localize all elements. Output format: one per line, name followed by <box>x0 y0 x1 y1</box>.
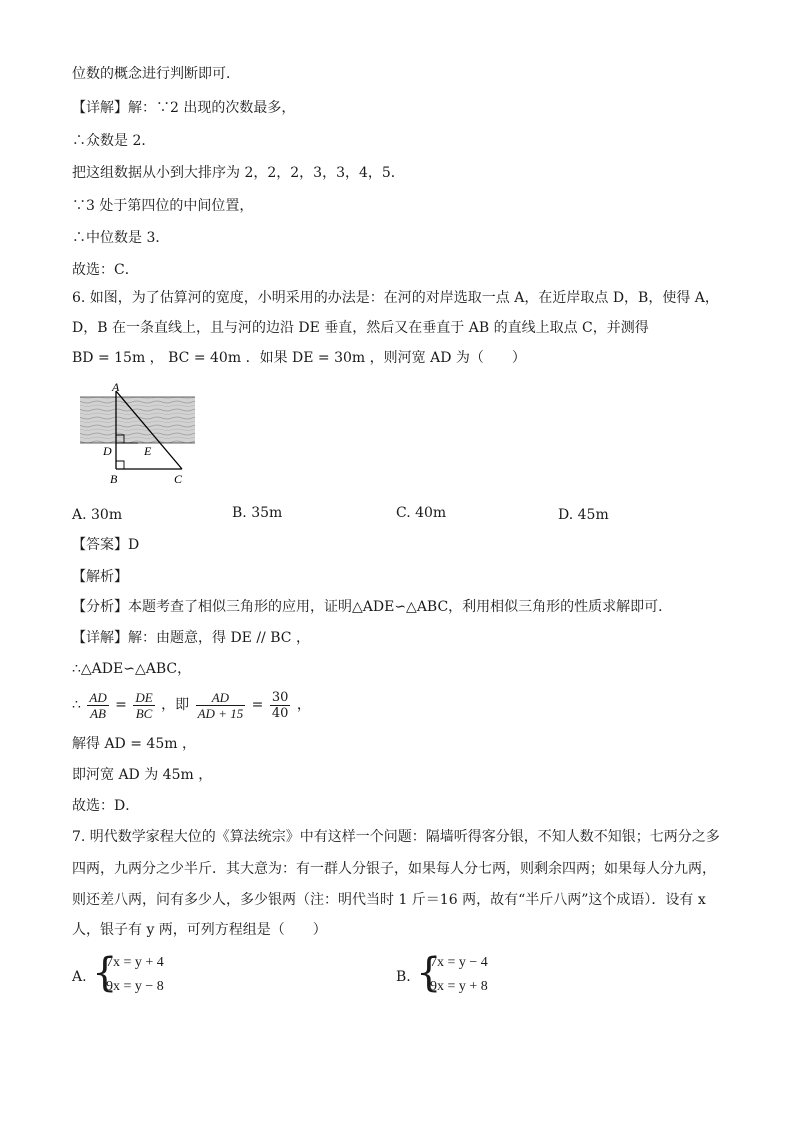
question-6-text: D，B 在一条直线上，且与河的边沿 DE 垂直，然后又在垂直于 AB 的直线上取点 C，并测得 <box>72 320 649 336</box>
question-7-text: 人，银子有 y 两，可列方程组是（ ） <box>72 922 327 938</box>
text-line: 【详解】解：∵2 出现的次数最多， <box>72 100 296 116</box>
question-7-text: 则还差八两，问有多少人，多少银两（注：明代当时 1 斤＝16 两，故有“半斤八两”这个成语）．设有 x <box>72 892 706 908</box>
text-line: 把这组数据从小到大排序为 2，2，2，3，3，4，5． <box>72 165 405 181</box>
detail-line: 【详解】解：由题意，得 DE // BC ， <box>72 630 310 646</box>
option-a-label: A. <box>72 969 87 985</box>
detail-line: ∴△ADE∽△ABC， <box>72 661 192 677</box>
question-6-text: 6. 如图，为了估算河的宽度，小明采用的办法是：在河的对岸选取一点 A，在近岸取点 D，B，使得 A， <box>72 290 719 306</box>
option-a-system: { 7x = y + 4 9x = y − 8 <box>92 950 164 996</box>
option-d: D. 45m <box>558 507 609 523</box>
text-line: ∴中位数是 3． <box>72 230 170 246</box>
analysis-header: 【解析】 <box>72 569 128 585</box>
river-triangle-figure <box>72 383 202 488</box>
option-a: A. 30m <box>72 507 123 523</box>
answer-line: 【答案】D <box>72 537 140 553</box>
analysis-text: 【分析】本题考查了相似三角形的应用，证明△ADE∽△ABC，利用相似三角形的性质求解即可． <box>72 599 673 615</box>
detail-line: 故选：D． <box>72 798 140 814</box>
question-6-text: BD = 15m ， BC = 40m ．如果 DE = 30m ，则河宽 AD 为（ ） <box>72 350 526 366</box>
text-line: ∵3 处于第四位的中间位置， <box>72 198 254 214</box>
option-b: B. 35m <box>232 505 283 521</box>
label-d: D <box>103 444 112 458</box>
text-line: 位数的概念进行判断即可． <box>72 66 240 82</box>
label-c: C <box>174 472 183 486</box>
fraction-equation: ∴ $\frac{AD}{AB}$ = $\frac{DE}{BC}$ ，即 $\frac{AD}{AD + 15}$ = $\frac{30}{40}$ ， <box>72 689 311 721</box>
option-b-system: { 7x = y − 4 9x = y + 8 <box>416 950 488 996</box>
label-a: A <box>112 383 120 394</box>
label-b: B <box>110 472 118 486</box>
question-7-text: 7. 明代数学家程大位的《算法统宗》中有这样一个问题：隔墙听得客分银，不知人数不知银；七两分之多 <box>72 829 720 845</box>
detail-line: 解得 AD = 45m ， <box>72 736 196 752</box>
text-line: 故选：C． <box>72 262 139 278</box>
right-angle-b <box>116 461 124 469</box>
detail-line: 即河宽 AD 为 45m ， <box>72 767 213 783</box>
question-7-text: 四两，九两分之少半斤．其大意为：有一群人分银子，如果每人分七两，则剩余四两；如果每人分九两， <box>72 861 716 877</box>
river-band <box>80 397 195 443</box>
option-c: C. 40m <box>396 505 447 521</box>
option-b-label: B. <box>396 969 411 985</box>
text-line: ∴众数是 2． <box>72 133 156 149</box>
label-e: E <box>144 444 152 458</box>
